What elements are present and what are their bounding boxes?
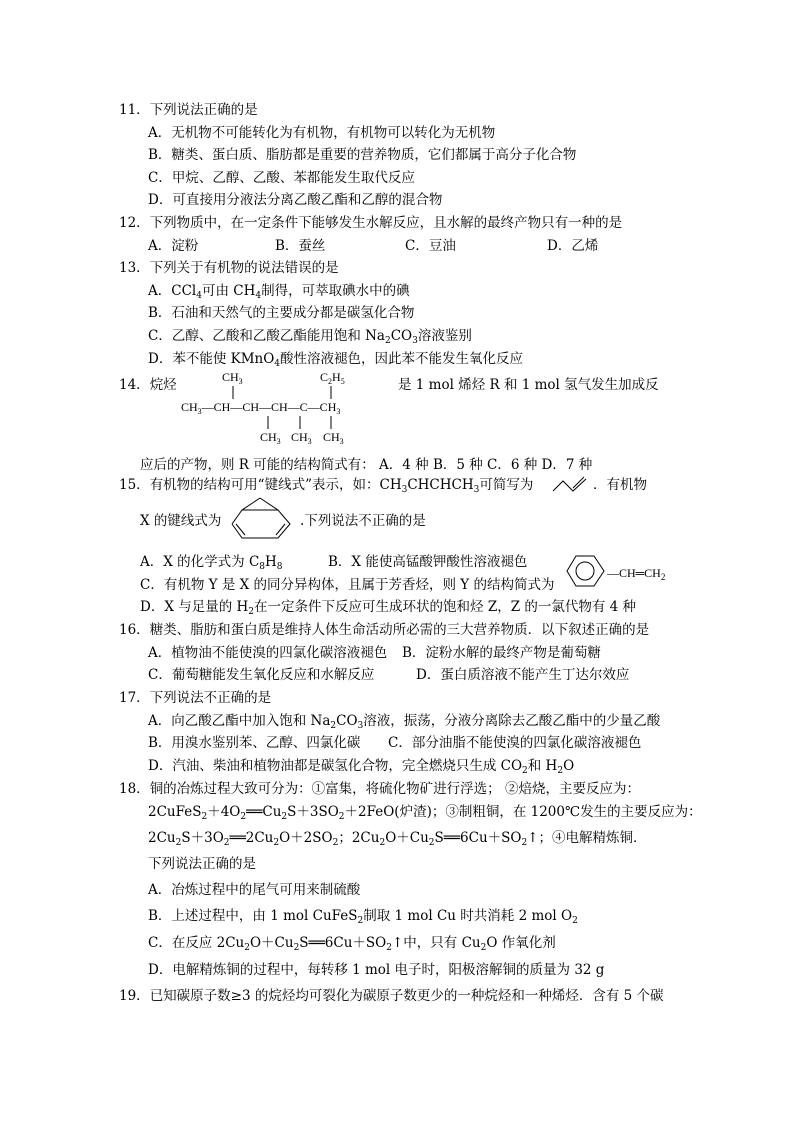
q17-option-d: D．汽油、柴油和植物油都是碳氢化合物，完全燃烧只生成 $CO_2$和 $H_2O$ bbox=[148, 758, 575, 776]
q18-equation-2: $2Cu_2S+3O_2══2Cu_2O+2SO_2$；$2Cu_2O+Cu_2S══6Cu+SO_2↑$；④电解精炼铜． bbox=[148, 830, 647, 848]
q13-option-b: B．石油和天然气的主要成分都是碳氢化合物 bbox=[148, 305, 415, 321]
q15-stem-tail: ．有机物 bbox=[593, 477, 647, 493]
q15-x-label: X 的键线式为 bbox=[140, 513, 222, 529]
q12-option-b: B．蚕丝 bbox=[275, 238, 326, 254]
q14-options: 应后的产物，则 R 可能的结构简式有： A．4 种 B．5 种 C．6 种 D．7 种 bbox=[140, 457, 593, 473]
bottom-ch3-2: $CH_3$ bbox=[291, 430, 312, 446]
question-15-stem: 15．有机物的结构可用“键线式”表示，如：$CH_3CHCHCH_3$可简写为 bbox=[119, 477, 534, 495]
q15-stem-b: .下列说法不正确的是 bbox=[300, 513, 426, 529]
q15-option-a: A．X 的化学式为 $C_8H_8$ bbox=[140, 554, 283, 572]
q15-option-d: D．X 与足量的 $H_2$在一定条件下反应可生成环状的饱和烃 Z，Z 的一氯代物有 4 种 bbox=[140, 599, 637, 617]
question-14-stem: 14．烷烃 bbox=[119, 377, 177, 393]
question-16-stem: 16．糖类、脂肪和蛋白质是维持人体生命活动所必需的三大营养物质．以下叙述正确的是 bbox=[119, 622, 650, 638]
alkane-structure-diagram bbox=[178, 366, 388, 448]
question-13-stem: 13．下列关于有机物的说法错误的是 bbox=[119, 260, 339, 276]
q13-option-c: C．乙醇、乙酸和乙酸乙酯能用饱和 $Na_2CO_3$溶液鉴别 bbox=[148, 328, 472, 346]
q18-option-c: C．在反应 $2Cu_2O+Cu_2S══6Cu+SO_2↑$中，只有 $Cu_2O$ 作氧化剂 bbox=[148, 935, 556, 953]
q11-option-a: A．无机物不可能转化为有机物，有机物可以转化为无机物 bbox=[148, 125, 496, 141]
butene-skeletal-formula bbox=[551, 475, 589, 495]
q16-option-b: B．淀粉水解的最终产物是葡萄糖 bbox=[402, 645, 601, 661]
q12-option-c: C．豆油 bbox=[405, 238, 456, 254]
q13-option-a: A．CCl$_4$可由 $CH_4$制得，可萃取碘水中的碘 bbox=[148, 283, 410, 301]
q18-option-b: B．上述过程中，由 1 mol CuFeS$_2$制取 1 mol Cu 时共消耗 2 mol $O_2$ bbox=[148, 908, 578, 926]
q17-option-a: A．向乙酸乙酯中加入饱和 $Na_2CO_3$溶液，振荡，分液分离除去乙酸乙酯中的少量乙酸 bbox=[148, 713, 661, 731]
q18-option-a: A．冶炼过程中的尾气可用来制硫酸 bbox=[148, 882, 361, 898]
benzene-ring-icon bbox=[566, 554, 606, 588]
top-c2h5-label: $C_2H_5$ bbox=[320, 370, 345, 386]
q11-option-d: D．可直接用分液法分离乙酸乙酯和乙醇的混合物 bbox=[148, 192, 443, 208]
q12-option-a: A．淀粉 bbox=[148, 238, 199, 254]
q15-option-b: B．X 能使高锰酸钾酸性溶液褪色 bbox=[328, 554, 528, 570]
question-18-stem: 18．铜的冶炼过程大致可分为：①富集，将硫化物矿进行浮选； ②焙烧，主要反应为： bbox=[119, 781, 640, 797]
q16-option-a: A．植物油不能使溴的四氯化碳溶液褪色 bbox=[148, 645, 388, 661]
q13-option-d: D．苯不能使 KMnO$_4$酸性溶液褪色，因此苯不能发生氧化反应 bbox=[148, 351, 524, 369]
q15-option-c: C．有机物 Y 是 X 的同分异构体，且属于芳香烃，则 Y 的结构简式为 bbox=[140, 577, 555, 593]
q17-option-b: B．用溴水鉴别苯、乙醇、四氯化碳 bbox=[148, 735, 361, 751]
bottom-ch3-3: $CH_3$ bbox=[323, 430, 344, 446]
question-12-stem: 12．下列物质中，在一定条件下能够发生水解反应，且水解的最终产物只有一种的是 bbox=[119, 215, 623, 231]
question-11-stem: 11．下列说法正确的是 bbox=[119, 102, 258, 118]
styrene-vinyl-label: $—CH═CH_2$ bbox=[607, 566, 666, 582]
norbornadiene-structure bbox=[228, 496, 294, 542]
top-ch3-label: $CH_3$ bbox=[222, 370, 243, 386]
q12-option-d: D．乙烯 bbox=[547, 238, 599, 254]
q11-option-c: C．甲烷、乙醇、乙酸、苯都能发生取代反应 bbox=[148, 170, 415, 186]
question-19-stem: 19．已知碳原子数≥3 的烷烃均可裂化为碳原子数更少的一种烷烃和一种烯烃．含有 5 个碳 bbox=[119, 988, 664, 1004]
q14-stem-continued: 是 1 mol 烯烃 R 和 1 mol 氢气发生加成反 bbox=[398, 377, 659, 393]
q11-option-b: B．糖类、蛋白质、脂肪都是重要的营养物质，它们都属于高分子化合物 bbox=[148, 147, 577, 163]
main-chain-label: $CH_3—CH—CH—CH—C—CH_3$ bbox=[181, 400, 341, 416]
q18-stem-2: 下列说法正确的是 bbox=[148, 856, 256, 872]
q16-option-c: C．葡萄糖能发生氧化反应和水解反应 bbox=[148, 667, 375, 683]
q18-option-d: D．电解精炼铜的过程中，每转移 1 mol 电子时，阳极溶解铜的质量为 32 g bbox=[148, 962, 605, 978]
question-17-stem: 17．下列说法不正确的是 bbox=[119, 690, 272, 706]
bottom-ch3-1: $CH_3$ bbox=[260, 430, 281, 446]
q16-option-d: D．蛋白质溶液不能产生丁达尔效应 bbox=[416, 667, 630, 683]
q17-option-c: C．部分油脂不能使溴的四氯化碳溶液褪色 bbox=[388, 735, 642, 751]
q18-equation-1: $2CuFeS_2+4O_2══Cu_2S+3SO_2+2FeO$(炉渣)；③制粗铜，在 1200℃发生的主要反应为： bbox=[148, 804, 702, 822]
